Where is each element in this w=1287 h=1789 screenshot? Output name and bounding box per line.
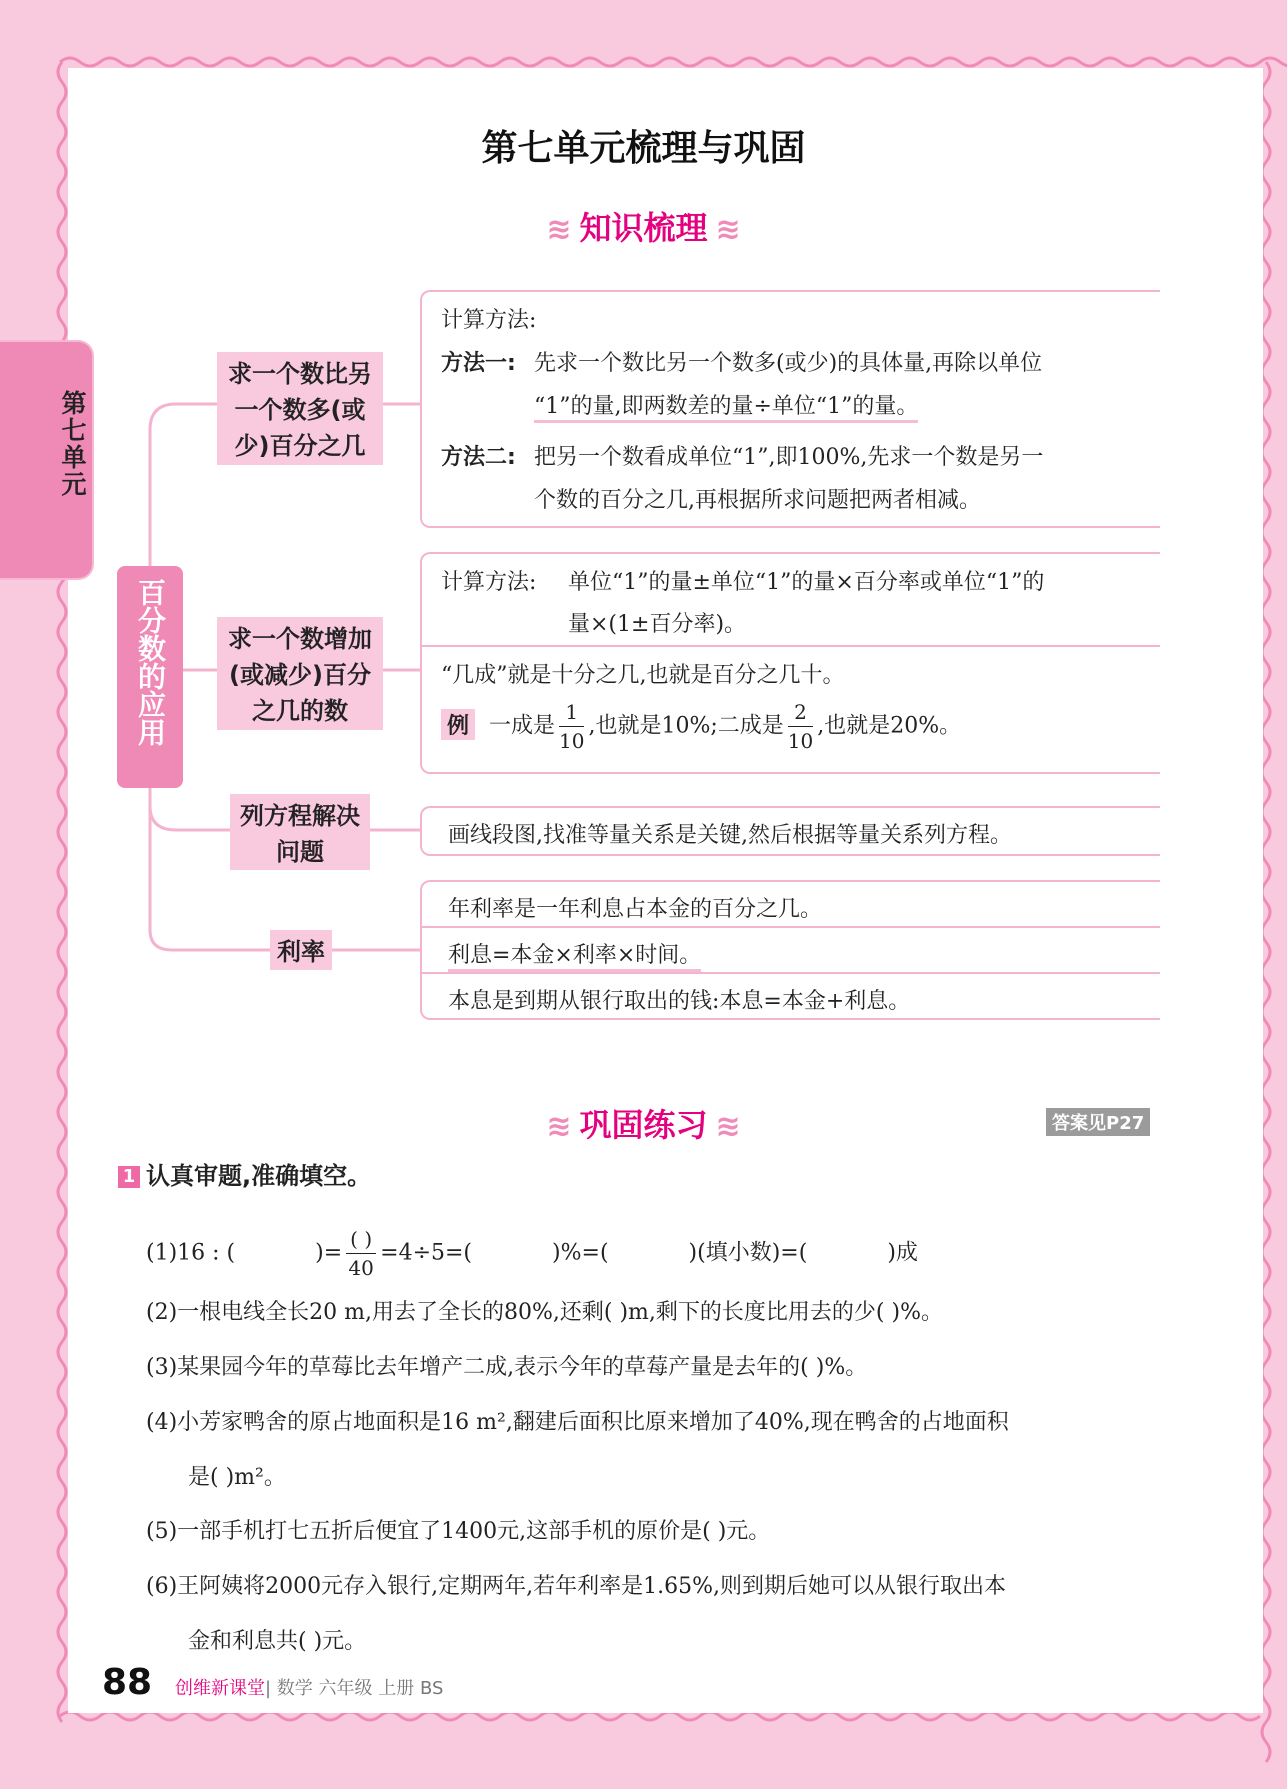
box4-line2: 利息=本金×利率×时间。 (448, 938, 701, 972)
box2-example: 例 一成是 $\frac{1}{10}$ ,也就是10%;二成是 $\frac{2}{10}$ ,也就是20%。 (441, 698, 961, 755)
unit-side-tab-label: 第七单元 (58, 390, 87, 498)
box1-method1-label: 方法一: (441, 351, 516, 376)
mindmap-root-label: 百分数的应用 (134, 578, 167, 746)
fraction-two-tenths: $\frac{2}{10}$ (787, 700, 814, 753)
box1-method2-line1: 把另一个数看成单位“1”,即100%,先求一个数是另一 (534, 445, 1044, 470)
wave-deco-icon: ≋ (715, 212, 741, 247)
box4-divider-2 (420, 972, 1160, 974)
box2-calc-line1: 单位“1”的量±单位“1”的量×百分率或单位“1”的 (568, 570, 1045, 595)
example-tag: 例 (441, 709, 475, 740)
mindmap-node-increase-decrease: 求一个数增加 (或减少)百分 之几的数 (217, 617, 383, 730)
wave-deco-icon: ≋ (546, 212, 572, 247)
mindmap-node-percent-more: 求一个数比另 一个数多(或 少)百分之几 (217, 352, 383, 465)
box2-calc-label: 计算方法: (441, 570, 537, 595)
box1-heading: 计算方法: (441, 308, 537, 333)
box4-line3: 本息是到期从银行取出的钱:本息=本金+利息。 (448, 989, 911, 1014)
question-item-5: (5)一部手机打七五折后便宜了1400元,这部手机的原价是( )元。 (146, 1519, 771, 1544)
question-item-2: (2)一根电线全长20 m,用去了全长的80%,还剩( )m,剩下的长度比用去的少( )%。 (146, 1300, 943, 1325)
page-number: 88 (102, 1662, 153, 1703)
wave-deco-icon: ≋ (715, 1109, 741, 1144)
section-knowledge-heading: ≋ 知识梳理 ≋ (546, 209, 741, 247)
question-item-6-line2: 金和利息共( )元。 (188, 1629, 367, 1654)
box1-method2-label: 方法二: (441, 445, 516, 470)
question-item-3: (3)某果园今年的草莓比去年增产二成,表示今年的草莓产量是去年的( )%。 (146, 1355, 868, 1380)
page-title: 第七单元梳理与巩固 (481, 128, 806, 169)
fraction-one-tenth: $\frac{1}{10}$ (559, 700, 585, 753)
fraction-blank-over-40: $\frac{( )}{40}$ (346, 1225, 376, 1282)
question-number: 1 (118, 1166, 140, 1188)
question-item-6-line1: (6)王阿姨将2000元存入银行,定期两年,若年利率是1.65%,则到期后她可以从银行取出本 (146, 1574, 1007, 1599)
box4-line1: 年利率是一年利息占本金的百分之几。 (448, 897, 823, 922)
question-heading: 1 认真审题,准确填空。 (118, 1156, 371, 1191)
wave-deco-icon: ≋ (546, 1109, 572, 1144)
question-item-1: (1)16 : ( )= $\frac{( )}{40}$ =4÷5=( )%=( )(填小数)=( )成 (146, 1227, 918, 1280)
section-practice-heading: ≋ 巩固练习 ≋ (546, 1106, 741, 1144)
box1-method2-line2: 个数的百分之几,再根据所求问题把两者相减。 (534, 488, 981, 513)
box2-calc-line2: 量×(1±百分率)。 (568, 612, 747, 637)
box2-chengshu-rule: “几成”就是十分之几,也就是百分之几十。 (441, 663, 845, 688)
box4-divider-1 (420, 926, 1160, 928)
box3-text: 画线段图,找准等量关系是关键,然后根据等量关系列方程。 (448, 823, 1012, 848)
mindmap-node-equation: 列方程解决 问题 (230, 794, 370, 870)
answer-reference-badge: 答案见P27 (1046, 1108, 1150, 1136)
question-item-4-line1: (4)小芳家鸭舍的原占地面积是16 m²,翻建后面积比原来增加了40%,现在鸭舍的占地面积 (146, 1410, 1009, 1435)
footer-series: 创维新课堂| 数学 六年级 上册 BS (175, 1678, 444, 1699)
mindmap-node-interest-rate: 利率 (270, 930, 332, 970)
box1-method1-line2: “1”的量,即两数差的量÷单位“1”的量。 (534, 389, 918, 423)
box2-divider (420, 645, 1160, 647)
box1-method1-line1: 先求一个数比另一个数多(或少)的具体量,再除以单位 (534, 351, 1043, 376)
question-item-4-line2: 是( )m²。 (188, 1465, 286, 1490)
